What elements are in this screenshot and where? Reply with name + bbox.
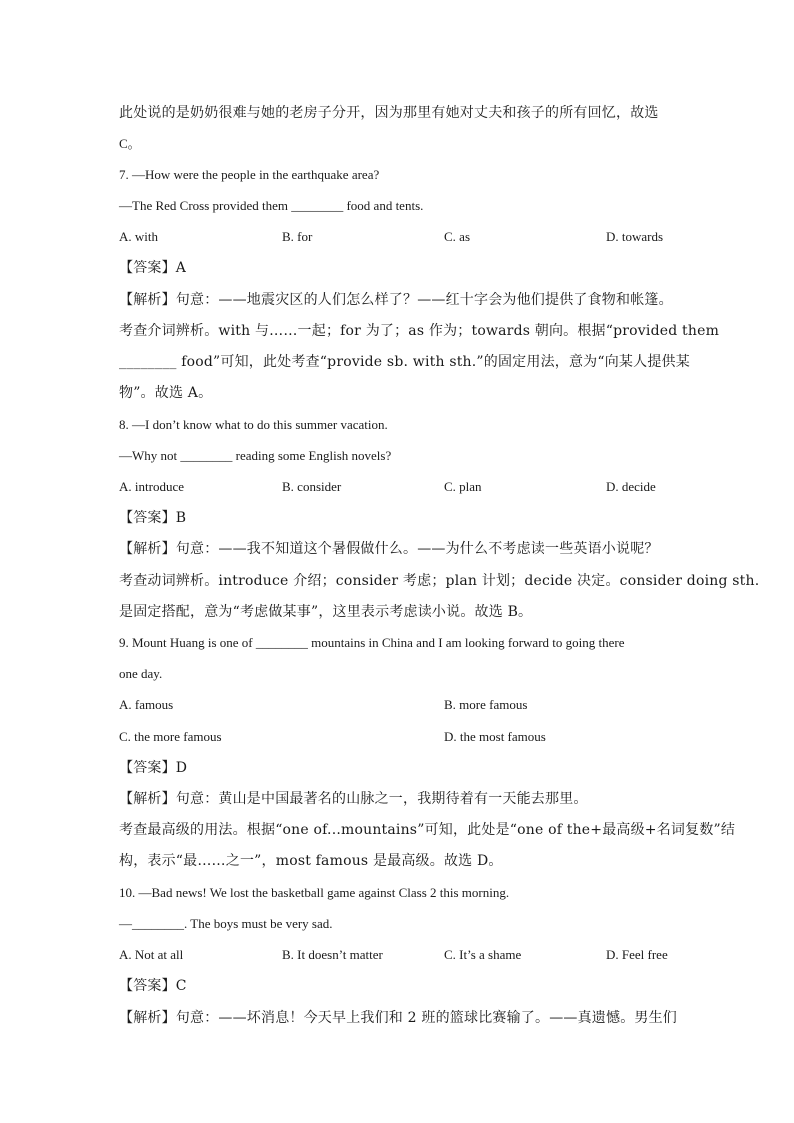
- question-9-stem: 9. Mount Huang is one of ________ mountains in China and I am looking forward to going there: [119, 635, 625, 650]
- question-10-stem: 10. —Bad news! We lost the basketball game against Class 2 this morning.: [119, 885, 510, 900]
- q10-option-b: B. It doesn’t matter: [282, 947, 383, 962]
- q10-option-d: D. Feel free: [606, 947, 668, 962]
- q9-explanation: 【解析】句意：黄山是中国最著名的山脉之一，我期待着有一天能去那里。: [119, 791, 588, 807]
- q9-option-b: B. more famous: [444, 697, 528, 712]
- q10-option-c: C. It’s a shame: [444, 947, 522, 962]
- question-10-stem: —________. The boys must be very sad.: [119, 916, 333, 931]
- q8-explanation: 考查动词辨析。introduce 介绍；consider 考虑；plan 计划；decide 决定。consider doing sth.: [119, 573, 760, 589]
- q7-answer: 【答案】A: [119, 260, 187, 276]
- q8-explanation: 是固定搭配，意为“考虑做某事”，这里表示考虑读小说。故选 B。: [119, 604, 533, 620]
- question-8-stem: —Why not ________ reading some English novels?: [119, 448, 392, 463]
- q7-explanation: 考查介词辨析。with 与……一起；for 为了；as 作为；towards 朝向。根据“provided them: [119, 323, 720, 339]
- question-7-stem: 7. —How were the people in the earthquake area?: [119, 167, 380, 182]
- q7-explanation: 物”。故选 A。: [119, 385, 213, 401]
- q7-option-b: B. for: [282, 229, 313, 244]
- question-7-stem: —The Red Cross provided them ________ food and tents.: [119, 198, 424, 213]
- text-line: 此处说的是奶奶很难与她的老房子分开，因为那里有她对丈夫和孩子的所有回忆，故选: [119, 105, 659, 121]
- q10-option-a: A. Not at all: [119, 947, 184, 962]
- q8-option-c: C. plan: [444, 479, 482, 494]
- q9-explanation: 考查最高级的用法。根据“one of...mountains”可知，此处是“one of the+最高级+名词复数”结: [119, 822, 736, 838]
- q7-explanation: 【解析】句意：——地震灾区的人们怎么样了？——红十字会为他们提供了食物和帐篷。: [119, 292, 673, 308]
- q8-option-a: A. introduce: [119, 479, 184, 494]
- q10-answer: 【答案】C: [119, 978, 187, 994]
- text-line: C。: [119, 136, 141, 151]
- q9-option-d: D. the most famous: [444, 729, 546, 744]
- question-8-stem: 8. —I don’t know what to do this summer vacation.: [119, 417, 388, 432]
- q9-option-c: C. the more famous: [119, 729, 222, 744]
- q8-explanation: 【解析】句意：——我不知道这个暑假做什么。——为什么不考虑读一些英语小说呢？: [119, 541, 659, 557]
- q8-answer: 【答案】B: [119, 510, 187, 526]
- q9-option-a: A. famous: [119, 697, 174, 712]
- q9-answer: 【答案】D: [119, 760, 188, 776]
- q9-explanation: 构，表示“最……之一”，most famous 是最高级。故选 D。: [119, 853, 503, 869]
- q7-option-c: C. as: [444, 229, 470, 244]
- q7-explanation: ________ food”可知，此处考查“provide sb. with sth.”的固定用法，意为“向某人提供某: [119, 354, 690, 370]
- question-9-stem: one day.: [119, 666, 163, 681]
- q7-option-a: A. with: [119, 229, 158, 244]
- q8-option-d: D. decide: [606, 479, 656, 494]
- q10-explanation: 【解析】句意：——坏消息！今天早上我们和 2 班的篮球比赛输了。——真遗憾。男生们: [119, 1010, 678, 1026]
- q8-option-b: B. consider: [282, 479, 342, 494]
- q7-option-d: D. towards: [606, 229, 664, 244]
